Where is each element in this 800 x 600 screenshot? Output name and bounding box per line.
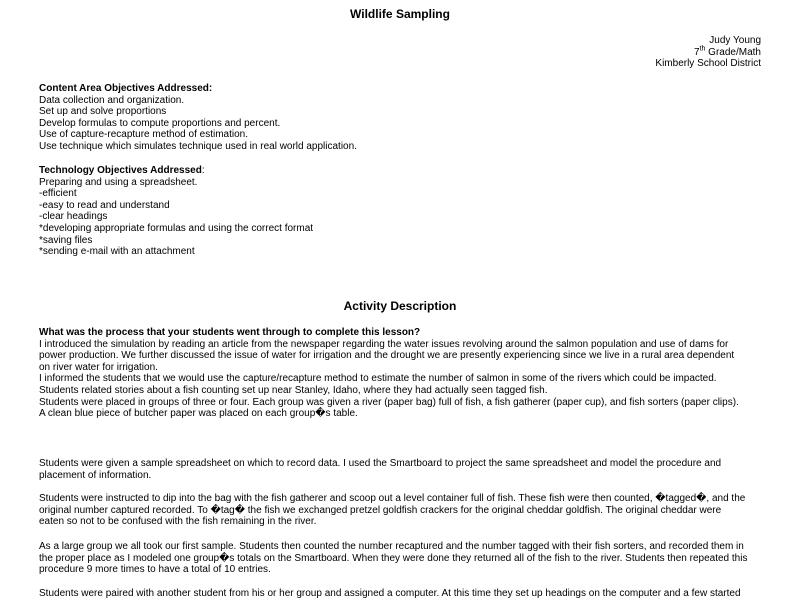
technology-heading-text: Technology Objectives Addressed: [39, 165, 202, 176]
activity-heading: Activity Description: [343, 299, 457, 313]
list-item: Data collection and organization.: [39, 94, 185, 106]
text-line: Students were paired with another student from his or her group and assigned a computer. At this time they set up headings on the computer and a few started: [39, 588, 741, 599]
text-line: original number captured recorded. To �tag� the fish we exchanged pretzel goldfish crackers for the original cheddar goldfish. The original cheddar were: [39, 504, 722, 516]
text-line: As a large group we all took our first sample. Students then counted the number recaptured and the number tagged with their fish sorters, and recorded them in: [39, 541, 744, 552]
technology-objectives: [39, 165, 761, 258]
author-name: Judy Young: [709, 35, 761, 46]
activity-intro: [39, 327, 761, 420]
technology-heading-colon: :: [201, 165, 205, 176]
text-line: placement of information.: [39, 469, 152, 481]
list-item: Set up and solve proportions: [39, 106, 167, 118]
text-line: A clean blue piece of butcher paper was placed on each group�s table.: [39, 408, 358, 420]
text-line: I informed the students that we would use the capture/recapture method to estimate the number of salmon in some of the rivers which could be impacted.: [39, 373, 717, 385]
list-item: -easy to read and understand: [39, 199, 170, 211]
list-item: Preparing and using a spreadsheet.: [39, 176, 198, 188]
list-item: Develop formulas to compute proportions and percent.: [39, 117, 281, 129]
text-line: the proper place as I modeled one group�s totals on the Smartboard. When they were done they returned all of the fish to the river. Students then repeated this: [39, 552, 748, 564]
list-item: -efficient: [39, 188, 77, 200]
text-line: Students were given a sample spreadsheet on which to record data. I used the Smartboard to project the same spreadsheet and model the procedure and: [39, 458, 722, 469]
list-item: Use of capture-recapture method of estimation.: [39, 129, 248, 141]
text-line: Students were placed in groups of three or four. Each group was given a river (paper bag) full of fish, a fish gatherer (paper cup), and fish sorters (paper clips).: [39, 396, 739, 408]
technology-objectives-heading: [39, 165, 761, 177]
content-objectives-heading: Content Area Objectives Addressed:: [39, 83, 213, 94]
activity-paragraph-1: [39, 458, 761, 481]
activity-question: What was the process that your students went through to complete this lesson?: [39, 327, 421, 338]
document-title: Wildlife Sampling: [350, 7, 450, 21]
activity-paragraph-3: [39, 541, 761, 576]
text-line: Students related stories about a fish counting set up near Stanley, Idaho, where they had actually seen tagged fish.: [39, 384, 548, 396]
list-item: *sending e-mail with an attachment: [39, 246, 195, 258]
author-grade: [655, 47, 761, 59]
text-line: power production. We further discussed the issue of water for irrigation and the drought we are presently experiencing since we live in a rural area dependent: [39, 350, 735, 362]
text-line: procedure 9 more times to have a total of 10 entries.: [39, 564, 271, 576]
activity-paragraph-4: [39, 588, 761, 600]
grade-number: 7: [694, 46, 700, 58]
text-line: Students were instructed to dip into the bag with the fish gatherer and scoop out a level container full of fish. These fish were then counted, �tagged�, and the: [39, 493, 746, 504]
list-item: -clear headings: [39, 211, 108, 223]
grade-subject: Grade/Math: [705, 46, 761, 58]
list-item: *saving files: [39, 234, 93, 246]
list-item: *developing appropriate formulas and using the correct format: [39, 222, 314, 234]
author-district: Kimberly School District: [655, 58, 761, 70]
author-block: [655, 35, 761, 70]
activity-paragraph-2: [39, 493, 761, 528]
text-line: I introduced the simulation by reading an article from the newspaper regarding the water issues revolving around the salmon population and use of dams for: [39, 338, 729, 350]
text-line: on river water for irrigation.: [39, 361, 158, 373]
text-line: eaten so not to be confused with the fish remaining in the river.: [39, 516, 317, 528]
content-objectives: [39, 83, 761, 153]
list-item: Use technique which simulates technique used in real world application.: [39, 140, 357, 152]
grade-superscript: th: [699, 45, 706, 53]
